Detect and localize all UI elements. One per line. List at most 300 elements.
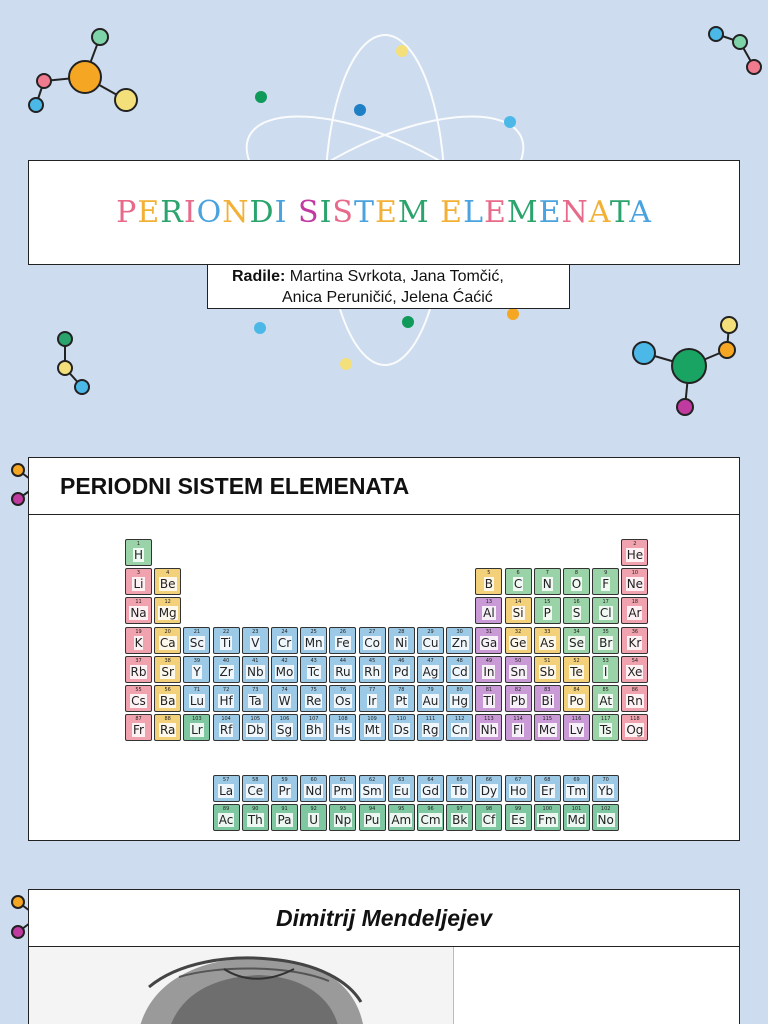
title-letter: I [319, 195, 333, 230]
atomic-number: 113 [484, 716, 494, 723]
element-Ce [242, 775, 269, 802]
element-Ne [621, 568, 648, 595]
element-Ca [154, 627, 181, 654]
element-symbol-text: Se [569, 635, 584, 650]
element-symbol [214, 694, 239, 708]
element-symbol-text: B [484, 577, 493, 592]
element-symbol [506, 606, 531, 620]
title-letter: S [332, 195, 354, 230]
element-Y [183, 656, 210, 683]
element-symbol-text: Sm [362, 783, 382, 798]
element-symbol [506, 723, 531, 737]
atomic-number: 91 [281, 805, 288, 812]
element-symbol-text: Mc [538, 723, 556, 738]
element-symbol [155, 694, 180, 708]
element-symbol [593, 577, 618, 591]
atomic-number: 93 [339, 805, 347, 812]
element-symbol-text: P [543, 606, 551, 621]
atomic-number: 11 [135, 599, 142, 606]
element-symbol-text: Nh [480, 723, 498, 738]
element-symbol-text: Hf [219, 694, 233, 708]
atomic-number: 66 [485, 776, 493, 783]
atomic-number: 32 [514, 628, 522, 635]
atomic-number: 58 [252, 776, 259, 783]
element-symbol [272, 636, 297, 650]
element-symbol-text: Ru [335, 664, 351, 679]
atomic-number: 88 [164, 716, 171, 723]
element-symbol [155, 577, 180, 591]
element-symbol [447, 694, 472, 708]
atomic-number: 97 [456, 805, 463, 812]
element-symbol-text: Tm [566, 783, 587, 798]
atomic-number: 19 [135, 628, 142, 635]
element-Sm [359, 775, 386, 802]
title-letter: L [463, 195, 484, 230]
element-Mt [359, 714, 386, 741]
element-symbol [243, 665, 268, 679]
atom-electron [255, 91, 267, 103]
atomic-number: 24 [281, 628, 288, 635]
element-Fe [329, 627, 356, 654]
element-Co [359, 627, 386, 654]
element-symbol [301, 723, 326, 737]
title-letter [430, 195, 441, 230]
element-symbol [389, 694, 414, 708]
atomic-number: 23 [252, 628, 259, 635]
element-symbol-text: Pb [510, 694, 526, 708]
element-symbol [593, 784, 618, 798]
element-symbol-text: Ho [509, 783, 527, 798]
element-symbol-text: Cd [451, 664, 468, 679]
element-symbol [272, 665, 297, 679]
element-symbol [593, 723, 618, 737]
element-symbol [272, 694, 297, 708]
element-Pu [359, 804, 386, 831]
atomic-number: 100 [542, 805, 553, 812]
element-symbol [389, 665, 414, 679]
atomic-number: 35 [602, 628, 609, 635]
element-Np [329, 804, 356, 831]
element-symbol-text: Fm [538, 812, 557, 827]
element-symbol-text: Yb [598, 783, 614, 798]
element-symbol-text: Os [335, 694, 351, 708]
element-symbol [360, 665, 385, 679]
element-Md [563, 804, 590, 831]
element-Ar [621, 597, 648, 624]
element-symbol [330, 723, 355, 737]
atomic-number: 102 [600, 805, 611, 812]
element-Rn [621, 685, 648, 712]
periodic-table-slide [28, 457, 740, 841]
element-symbol [447, 723, 472, 737]
element-symbol-text: Cf [482, 812, 496, 827]
element-Lv [563, 714, 590, 741]
element-F [592, 568, 619, 595]
atomic-number: 20 [164, 628, 171, 635]
element-symbol [301, 784, 326, 798]
element-symbol [506, 694, 531, 708]
element-symbol-text: Br [599, 635, 613, 650]
atomic-number: 21 [193, 628, 201, 635]
element-symbol [418, 636, 443, 650]
element-K [125, 627, 152, 654]
element-symbol-text: Al [483, 606, 495, 621]
element-Bi [534, 685, 561, 712]
element-symbol [389, 784, 414, 798]
atomic-number: 29 [427, 628, 434, 635]
element-symbol-text: C [513, 577, 523, 592]
element-symbol [214, 813, 239, 827]
authors-box [207, 265, 570, 309]
element-symbol-text: Rh [364, 664, 381, 679]
atomic-number: 85 [602, 687, 609, 693]
atomic-number: 63 [398, 776, 405, 783]
title-letter: E [538, 195, 562, 230]
element-symbol-text: Dy [480, 783, 498, 798]
element-symbol-text: Co [364, 635, 380, 650]
element-Si [505, 597, 532, 624]
element-symbol-text: Pd [393, 664, 409, 679]
element-symbol [214, 723, 239, 737]
element-symbol-text: Mn [304, 635, 323, 650]
atomic-number: 99 [514, 805, 522, 812]
atomic-number: 86 [631, 687, 639, 693]
element-symbol [564, 606, 589, 620]
atom-electron [254, 322, 266, 334]
title-letter: T [609, 195, 630, 230]
element-symbol-text: V [251, 635, 260, 650]
element-symbol-text: Cn [451, 723, 468, 738]
element-Zn [446, 627, 473, 654]
atomic-number: 114 [513, 716, 523, 723]
title-letter: R [160, 195, 184, 230]
element-symbol [447, 784, 472, 798]
authors-line-1: Martina Svrkota, Jana Tomčić, [289, 268, 504, 285]
element-Cf [475, 804, 502, 831]
element-Og [621, 714, 648, 741]
element-symbol-text: Ts [599, 723, 612, 738]
element-symbol [301, 813, 326, 827]
element-I [592, 656, 619, 683]
element-symbol [272, 723, 297, 737]
atom-electron [402, 316, 414, 328]
atomic-number: 116 [571, 716, 582, 723]
element-symbol [126, 723, 151, 737]
element-symbol-text: Bi [541, 694, 554, 708]
element-symbol-text: Pm [333, 783, 353, 798]
title-letter: A [629, 195, 652, 230]
atomic-number: 61 [339, 776, 347, 783]
element-symbol-text: Lr [191, 723, 203, 738]
element-symbol [476, 665, 501, 679]
element-symbol [330, 813, 355, 827]
element-symbol-text: Re [306, 694, 322, 708]
element-Cl [592, 597, 619, 624]
element-W [271, 685, 298, 712]
title-letter: E [484, 195, 507, 230]
element-symbol-text: Ra [159, 723, 176, 738]
atomic-number: 50 [514, 657, 522, 664]
element-Xe [621, 656, 648, 683]
authors-label: Radile: [232, 268, 286, 285]
element-Cr [271, 627, 298, 654]
element-symbol-text: Pa [277, 812, 292, 827]
atomic-number: 76 [339, 687, 347, 693]
atom-electron [396, 45, 408, 57]
element-symbol-text: Tl [483, 694, 495, 708]
atomic-number: 56 [164, 687, 171, 693]
element-symbol [564, 665, 589, 679]
element-symbol-text: Rf [219, 723, 233, 738]
element-symbol-text: Bh [305, 723, 322, 738]
element-symbol [564, 784, 589, 798]
atomic-number: 106 [279, 716, 290, 723]
atomic-number: 57 [222, 776, 230, 783]
element-symbol-text: In [483, 664, 495, 679]
element-symbol [593, 665, 618, 679]
atomic-number: 34 [573, 628, 580, 635]
element-symbol [126, 636, 151, 650]
element-symbol-text: Fl [512, 723, 524, 738]
atomic-number: 64 [427, 776, 434, 783]
atomic-number: 15 [544, 599, 551, 606]
element-symbol [389, 723, 414, 737]
atomic-number: 104 [221, 716, 231, 723]
mendeleev-slide [28, 889, 740, 1024]
element-symbol [243, 636, 268, 650]
element-symbol [330, 636, 355, 650]
element-Sb [534, 656, 561, 683]
element-Ds [388, 714, 415, 741]
element-symbol [360, 813, 385, 827]
atomic-number: 5 [487, 570, 491, 577]
title-letter: D [249, 195, 275, 230]
element-symbol [506, 784, 531, 798]
element-symbol-text: Ga [480, 635, 498, 650]
element-symbol-text: Pr [278, 783, 291, 798]
atomic-number: 83 [544, 687, 551, 693]
element-symbol-text: Au [422, 694, 439, 708]
element-symbol-text: Sc [189, 635, 204, 650]
atomic-number: 25 [310, 628, 317, 635]
atomic-number: 59 [281, 776, 288, 783]
element-symbol-text: Rb [130, 664, 147, 679]
atomic-number: 28 [398, 628, 405, 635]
element-Pt [388, 685, 415, 712]
molecule-icon [633, 317, 737, 415]
element-Ho [505, 775, 532, 802]
atomic-number: 98 [485, 805, 493, 812]
element-symbol-text: Pu [364, 812, 380, 827]
atomic-number: 92 [310, 805, 317, 812]
element-No [592, 804, 619, 831]
element-Ga [475, 627, 502, 654]
element-symbol [447, 636, 472, 650]
element-symbol [535, 636, 560, 650]
element-symbol-text: S [572, 606, 581, 621]
element-symbol-text: Ne [626, 577, 644, 592]
atom-electron [354, 104, 366, 116]
element-Re [300, 685, 327, 712]
title-letter: S [298, 195, 320, 230]
element-symbol [184, 723, 209, 737]
element-Te [563, 656, 590, 683]
atomic-number: 22 [222, 628, 230, 635]
title-letter: N [222, 195, 250, 230]
element-Sg [271, 714, 298, 741]
element-Mg [154, 597, 181, 624]
element-Es [505, 804, 532, 831]
element-symbol-text: Ac [218, 812, 234, 827]
element-Ti [213, 627, 240, 654]
element-symbol-text: Si [512, 606, 524, 621]
element-Kr [621, 627, 648, 654]
atomic-number: 60 [310, 776, 317, 783]
element-symbol-text: Db [246, 723, 264, 738]
atomic-number: 6 [516, 570, 520, 577]
atomic-number: 74 [281, 687, 288, 693]
atomic-number: 17 [602, 599, 609, 606]
atomic-number: 75 [310, 687, 317, 693]
title-slide [28, 160, 740, 265]
element-symbol-text: Ir [367, 694, 377, 708]
element-symbol [535, 606, 560, 620]
atomic-number: 87 [135, 716, 142, 723]
atomic-number: 36 [631, 628, 639, 635]
element-Cu [417, 627, 444, 654]
title-letter: P [116, 195, 138, 230]
element-Ta [242, 685, 269, 712]
title-letter: T [353, 195, 375, 230]
atomic-number: 54 [631, 657, 639, 664]
atomic-number: 52 [573, 657, 580, 664]
atomic-number: 7 [545, 570, 549, 577]
element-Th [242, 804, 269, 831]
element-Pd [388, 656, 415, 683]
atomic-number: 8 [574, 570, 579, 577]
element-Pb [505, 685, 532, 712]
atomic-number: 31 [485, 628, 493, 635]
element-symbol [418, 665, 443, 679]
atomic-number: 44 [339, 657, 347, 664]
element-symbol-text: Ni [395, 635, 408, 650]
element-symbol [564, 636, 589, 650]
element-symbol-text: As [540, 635, 555, 650]
element-symbol [155, 723, 180, 737]
element-symbol-text: Cl [599, 606, 612, 621]
element-symbol [593, 606, 618, 620]
atomic-number: 118 [630, 716, 640, 723]
element-symbol [272, 784, 297, 798]
element-V [242, 627, 269, 654]
element-symbol-text: Lv [569, 723, 584, 738]
element-symbol [126, 606, 151, 620]
atomic-number: 65 [456, 776, 463, 783]
element-Ir [359, 685, 386, 712]
element-symbol [126, 694, 151, 708]
atomic-number: 71 [193, 687, 201, 693]
atomic-number: 84 [573, 687, 580, 693]
portrait-image [29, 947, 454, 1024]
element-symbol [418, 784, 443, 798]
atomic-number: 51 [544, 657, 551, 664]
element-symbol-text: Eu [393, 783, 409, 798]
element-symbol [389, 636, 414, 650]
element-In [475, 656, 502, 683]
atom-electron [507, 308, 519, 320]
element-symbol-text: N [542, 577, 552, 592]
element-symbol [476, 813, 501, 827]
element-Cs [125, 685, 152, 712]
element-symbol-text: Nb [247, 664, 264, 679]
atomic-number: 79 [427, 687, 434, 693]
atomic-number: 18 [631, 599, 639, 606]
element-symbol-text: Ti [220, 635, 232, 650]
atomic-number: 16 [573, 599, 580, 606]
element-symbol-text: Pt [395, 694, 408, 708]
element-symbol-text: Am [391, 812, 412, 827]
element-symbol [506, 636, 531, 650]
element-Rg [417, 714, 444, 741]
element-symbol-text: Np [334, 812, 352, 827]
atomic-number: 40 [222, 657, 230, 664]
element-symbol [622, 548, 647, 562]
element-symbol-text: H [133, 548, 144, 562]
title-letter: I [183, 195, 197, 230]
atomic-number: 45 [368, 657, 376, 664]
atomic-number: 107 [308, 716, 319, 723]
atomic-number: 82 [514, 687, 522, 693]
element-Br [592, 627, 619, 654]
atomic-number: 69 [573, 776, 580, 783]
element-symbol [476, 723, 501, 737]
element-symbol [622, 723, 647, 737]
atomic-number: 90 [252, 805, 259, 812]
element-symbol [184, 636, 209, 650]
element-Al [475, 597, 502, 624]
element-symbol [418, 694, 443, 708]
element-symbol-text: Cr [277, 635, 292, 650]
element-symbol [360, 784, 385, 798]
element-symbol-text: Te [570, 664, 583, 679]
element-symbol [155, 606, 180, 620]
element-symbol-text: No [597, 812, 614, 827]
element-Tl [475, 685, 502, 712]
element-symbol [330, 694, 355, 708]
element-Bh [300, 714, 327, 741]
element-symbol [622, 636, 647, 650]
element-symbol [301, 694, 326, 708]
element-symbol-text: Tc [307, 664, 320, 679]
element-H [125, 539, 152, 566]
atomic-number: 1 [136, 541, 141, 547]
element-symbol [447, 665, 472, 679]
element-symbol [622, 694, 647, 708]
element-symbol [301, 636, 326, 650]
element-Se [563, 627, 590, 654]
element-Fm [534, 804, 561, 831]
atomic-number: 117 [600, 716, 611, 723]
element-C [505, 568, 532, 595]
element-symbol [447, 813, 472, 827]
element-Er [534, 775, 561, 802]
atomic-number: 12 [164, 599, 171, 606]
element-U [300, 804, 327, 831]
element-Hg [446, 685, 473, 712]
element-symbol [564, 723, 589, 737]
title-letter: E [440, 195, 464, 230]
element-symbol-text: Ge [509, 635, 527, 650]
